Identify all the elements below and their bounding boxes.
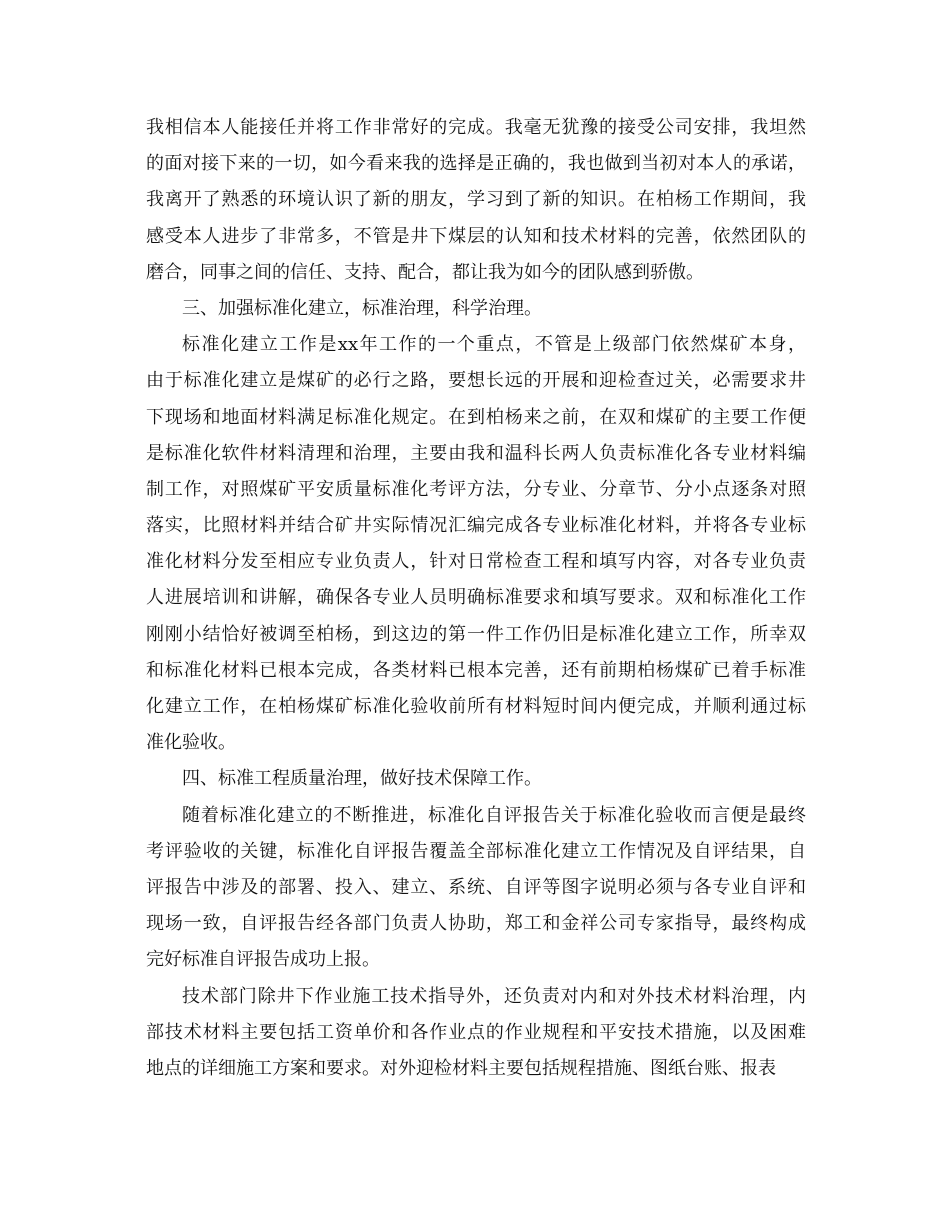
text-line: 技术部门除井下作业施工技术指导外，还负责对内和对外技术材料治理，内 [182, 985, 806, 1007]
text-line: 现场一致，自评报告经各部门负责人协助，郑工和金祥公司专家指导，最终构成 [146, 913, 806, 935]
paragraph [146, 979, 806, 1088]
text-line: 落实，比照材料并结合矿井实际情况汇编完成各专业标准化材料，并将各专业标 [146, 515, 806, 537]
text-line: 评报告中涉及的部署、投入、建立、系统、自评等图字说明必须与各专业自评和 [146, 876, 806, 898]
text-line: 人进展培训和讲解，确保各专业人员明确标准要求和填写要求。双和标准化工作 [146, 587, 806, 609]
paragraph [146, 291, 806, 327]
text-line: 考评验收的关键，标准化自评报告覆盖全部标准化建立工作情况及自评结果，自 [146, 840, 806, 862]
text-line: 准化材料分发至相应专业负责人，针对日常检查工程和填写内容，对各专业负责 [146, 551, 806, 573]
text-line: 我离开了熟悉的环境认识了新的朋友，学习到了新的知识。在柏杨工作期间，我 [146, 189, 806, 211]
text-line: 随着标准化建立的不断推进，标准化自评报告关于标准化验收而言便是最终 [182, 804, 806, 826]
text-line: 标准化建立工作是xx年工作的一个重点，不管是上级部门依然煤矿本身， [182, 334, 806, 356]
text-line: 部技术材料主要包括工资单价和各作业点的作业规程和平安技术措施，以及困难 [146, 1021, 806, 1043]
paragraph [146, 798, 806, 979]
paragraph [146, 761, 806, 797]
text-line: 和标准化材料已根本完成，各类材料已根本完善，还有前期柏杨煤矿已着手标准 [146, 659, 806, 681]
text-line: 化建立工作，在柏杨煤矿标准化验收前所有材料短时间内便完成，并顺利通过标 [146, 696, 806, 717]
document-body [146, 110, 806, 1087]
text-line: 刚刚小结恰好被调至柏杨，到这边的第一件工作仍旧是标准化建立工作，所幸双 [146, 623, 806, 645]
text-line: 感受本人进步了非常多，不管是井下煤层的认知和技术材料的完善，依然团队的 [146, 225, 806, 247]
paragraph [146, 327, 806, 761]
paragraph [146, 110, 806, 291]
text-line: 下现场和地面材料满足标准化规定。在到柏杨来之前，在双和煤矿的主要工作便 [146, 406, 806, 428]
text-line: 四、标准工程质量治理，做好技术保障工作。 [182, 768, 542, 790]
text-line: 制工作，对照煤矿平安质量标准化考评方法，分专业、分章节、分小点逐条对照 [146, 478, 806, 500]
text-line: 地点的详细施工方案和要求。对外迎检材料主要包括规程措施、图纸台账、报表 [146, 1057, 776, 1079]
text-line: 准化验收。 [146, 732, 236, 754]
text-line: 是标准化软件材料清理和治理，主要由我和温科长两人负责标准化各专业材料编 [146, 442, 806, 464]
text-line: 完好标准自评报告成功上报。 [146, 949, 380, 971]
text-line: 的面对接下来的一切，如今看来我的选择是正确的，我也做到当初对本人的承诺， [146, 153, 806, 175]
text-line: 磨合，同事之间的信任、支持、配合，都让我为如今的团队感到骄傲。 [146, 261, 704, 283]
text-line: 三、加强标准化建立，标准治理，科学治理。 [182, 297, 542, 319]
text-line: 我相信本人能接任并将工作非常好的完成。我毫无犹豫的接受公司安排，我坦然 [146, 117, 806, 138]
text-line: 由于标准化建立是煤矿的必行之路，要想长远的开展和迎检查过关，必需要求井 [146, 370, 806, 392]
